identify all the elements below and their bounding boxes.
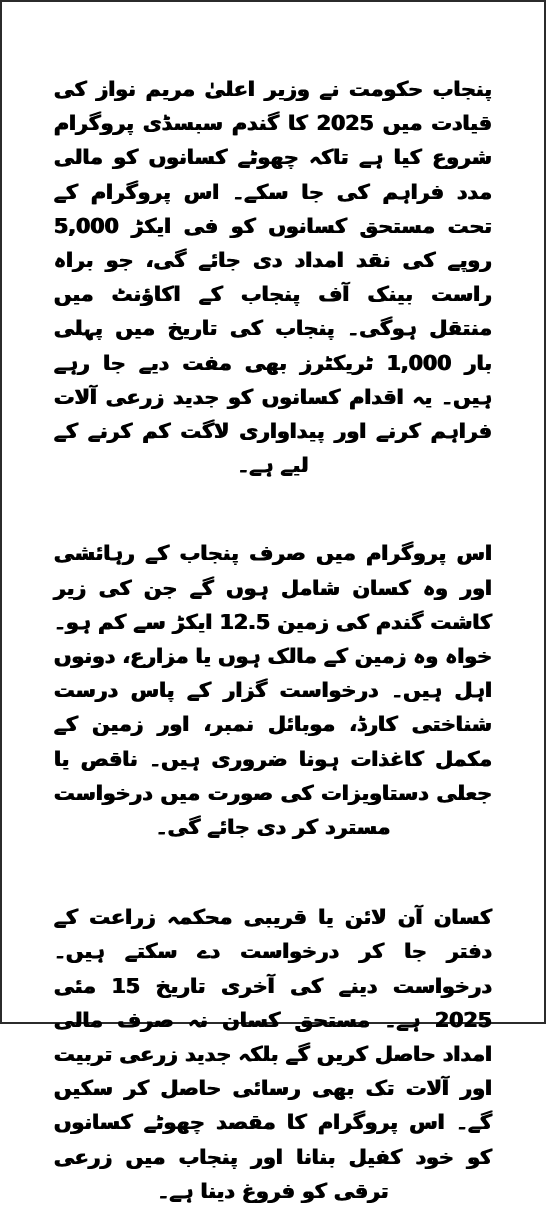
article-body [54, 72, 492, 1208]
paragraph-eligibility: اس پروگرام میں صرف پنجاب کے رہائشی اور وہ کسان شامل ہوں گے جن کی زیر کاشت گندم کی زمین 12.5 ایکڑ سے کم ہو۔ خواہ وہ زمین کے مالک ہوں یا مزارع، دونوں اہل ہیں۔ درخواست گزار کے پاس درست شناختی کارڈ، موبائل نمبر، اور زمین کے مکمل کاغذات ہونا ضروری ہیں۔ ناقص یا جعلی دستاویزات کی صورت میں درخواست مسترد کر دی جائے گی۔ [54, 541, 492, 840]
paragraph-subsidy-overview: پنجاب حکومت نے وزیر اعلیٰ مریم نواز کی قیادت میں 2025 کا گندم سبسڈی پروگرام شروع کیا ہے تاکہ چھوٹے کسانوں کو مالی مدد فراہم کی جا سکے۔ اس پروگرام کے تحت مستحق کسانوں کو فی ایکڑ 5,000 روپے کی نقد امداد دی جائے گی، جو براہ راست بینک آف پنجاب کے اکاؤنٹ میں منتقل ہوگی۔ پنجاب کی تاریخ میں پہلی بار 1,000 ٹریکٹرز بھی مفت دیے جا رہے ہیں۔ یہ اقدام کسانوں کو جدید زرعی آلات فراہم کرنے اور پیداواری لاگت کم کرنے کے لیے ہے۔ [54, 77, 492, 478]
paragraph-application-process: کسان آن لائن یا قریبی محکمہ زراعت کے دفتر جا کر درخواست دے سکتے ہیں۔ درخواست دینے کی آخری تاریخ 15 مئی 2025 ہے۔ مستحق کسان نہ صرف مالی امداد حاصل کریں گے بلکہ جدید زرعی تربیت اور آلات تک بھی رسائی حاصل کر سکیں گے۔ اس پروگرام کا مقصد چھوٹے کسانوں کو خود کفیل بنانا اور پنجاب میں زرعی ترقی کو فروغ دینا ہے۔ [54, 905, 492, 1203]
